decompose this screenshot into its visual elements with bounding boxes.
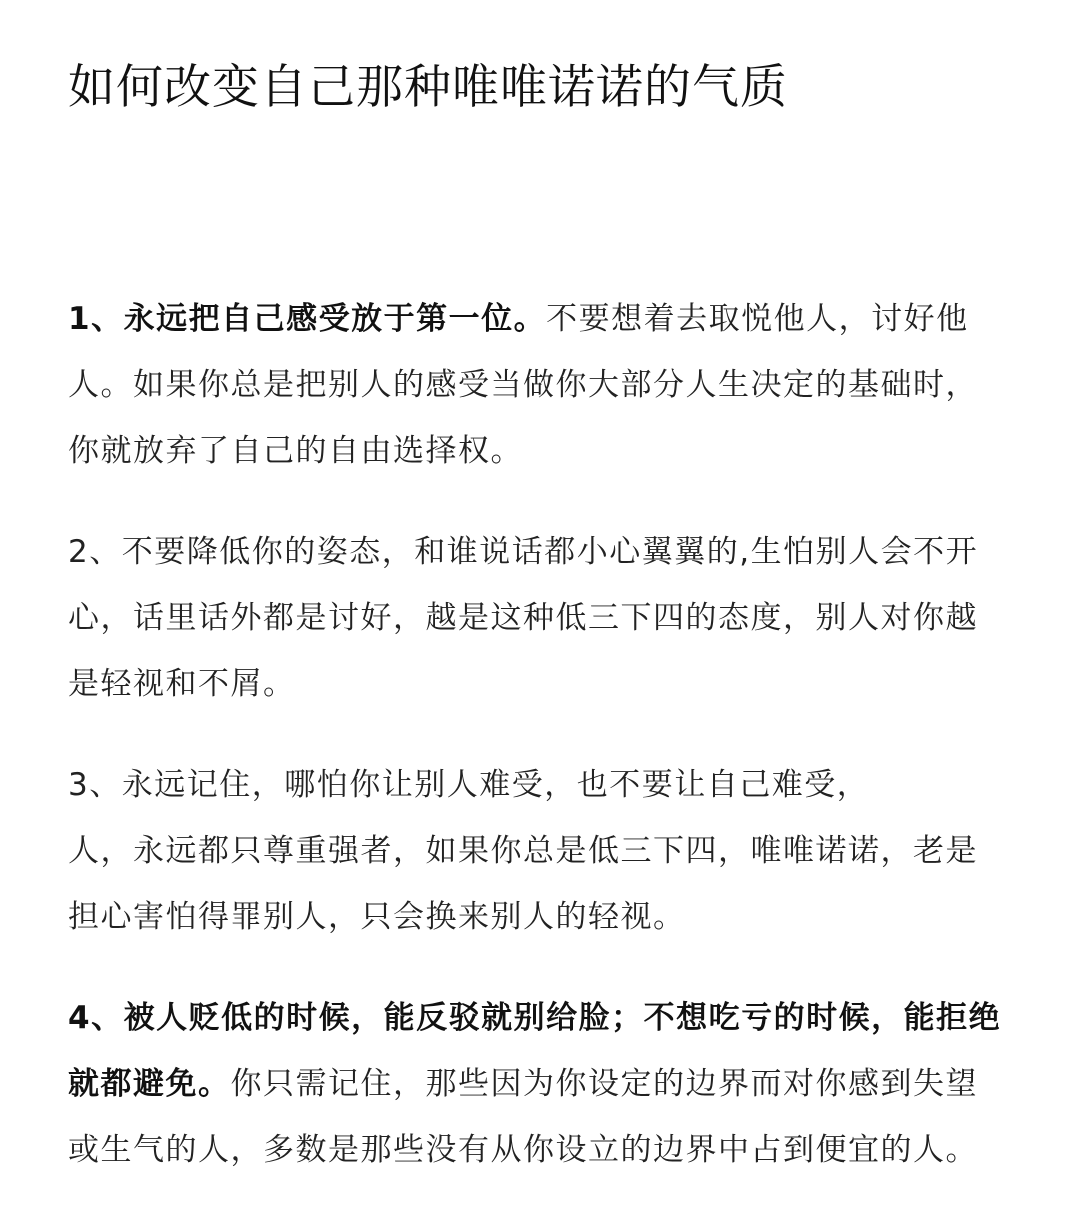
paragraph-4-bold: 4、被人贬低的时候，能反驳就别给脸；不想吃亏的时候，能拒绝就都避免。	[68, 1000, 1002, 1102]
paragraph-2	[68, 519, 1008, 717]
paragraph-4	[68, 985, 1008, 1183]
paragraph-1	[68, 286, 1008, 484]
paragraph-1-text: 不要想着去取悦他人，讨好他人。如果你总是把别人的感受当做你大部分人生决定的基础时，你就放弃了自己的自由选择权。	[68, 301, 978, 469]
article-title: 如何改变自己那种唯唯诺诺的气质	[68, 60, 788, 115]
paragraph-3-text: 人，永远都只尊重强者，如果你总是低三下四，唯唯诺诺，老是担心害怕得罪别人，只会换来别人的轻视。	[68, 833, 978, 935]
paragraph-4-text: 你只需记住，那些因为你设定的边界而对你感到失望或生气的人，多数是那些没有从你设立的边界中占到便宜的人。	[68, 1066, 978, 1168]
paragraph-3-line-1: 3、永远记住，哪怕你让别人难受，也不要让自己难受，	[68, 767, 870, 803]
paragraph-3	[68, 752, 1008, 950]
paragraph-1-bold: 1、永远把自己感受放于第一位。	[68, 301, 547, 337]
paragraph-2-text: 2、不要降低你的姿态，和谁说话都小心翼翼的,生怕别人会不开心，话里话外都是讨好，越是这种低三下四的态度，别人对你越是轻视和不屑。	[68, 534, 979, 702]
